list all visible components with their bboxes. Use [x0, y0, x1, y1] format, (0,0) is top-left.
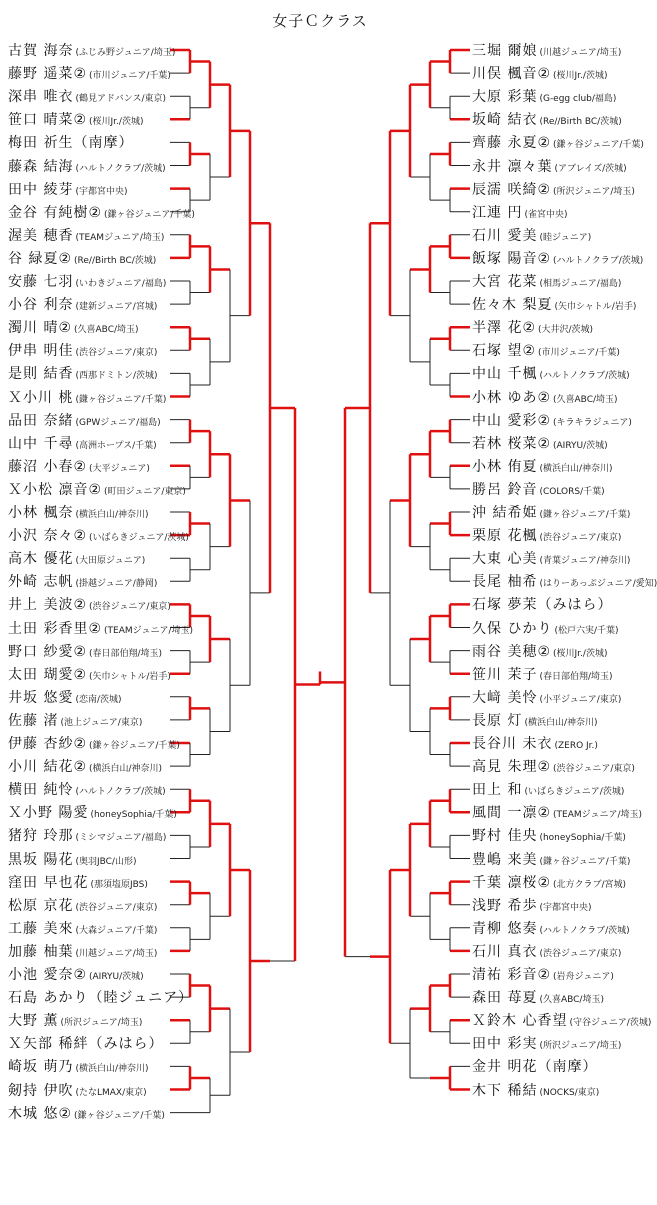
player-entry — [8, 733, 180, 753]
player-name: 大﨑 美怜 — [472, 689, 538, 706]
player-name: 坂崎 結衣 — [472, 112, 538, 129]
player-club: (鎌ヶ谷ジュニア/千葉) — [75, 394, 167, 405]
player-entry — [8, 248, 156, 268]
player-club: (横浜白山/神奈川) — [89, 764, 163, 775]
player-club: (キラキラジュニア) — [553, 417, 632, 428]
player-name: 井坂 悠愛 — [8, 689, 74, 706]
player-name: 長原 灯 — [472, 712, 523, 729]
player-name: 石川 愛美 — [472, 227, 538, 244]
player-entry — [8, 271, 166, 291]
player-club: (いばらきジュニア/茨城) — [524, 787, 625, 798]
player-club: (春日部伯翔/埼玉) — [539, 671, 613, 682]
player-club: (大平ジュニア) — [89, 463, 150, 474]
player-club: (ハルトノクラブ/茨城) — [75, 163, 166, 174]
player-entry — [472, 86, 616, 106]
player-club: (西那ドミトン/茨城) — [75, 371, 158, 382]
player-name: 中山 愛彩② — [472, 412, 552, 429]
player-name: 田中 綾芽 — [8, 181, 74, 198]
player-club: (TEAMジュニア/埼玉) — [104, 625, 193, 636]
player-entry — [8, 618, 193, 638]
player-name: Ｘ矢部 稀絆（みはら） — [8, 1036, 164, 1053]
player-entry — [8, 63, 171, 83]
player-entry — [8, 1010, 142, 1030]
player-name: 雨谷 美穂② — [472, 643, 552, 660]
player-entry — [472, 294, 636, 314]
player-club: (渋谷ジュニア/東京) — [539, 533, 622, 544]
player-name: 横田 純怜 — [8, 782, 74, 799]
player-name: 木下 稀結 — [472, 1082, 538, 1099]
player-entry — [472, 179, 635, 199]
player-club: (町田ジュニア/東京) — [104, 486, 186, 497]
player-entry — [8, 964, 144, 984]
player-name: 小川 結花② — [8, 759, 88, 776]
player-club: (honeySophia/千葉) — [90, 810, 177, 821]
player-club: (横浜白山/神奈川) — [75, 510, 149, 520]
player-entry — [8, 594, 171, 614]
player-name: 是則 結香 — [8, 366, 74, 383]
player-name: 川俣 楓音② — [472, 66, 552, 83]
player-club: (恋南/茨城) — [75, 694, 122, 705]
player-name: 窪田 早也花 — [8, 874, 89, 891]
player-club: (川越ジュニア/埼玉) — [75, 948, 158, 959]
player-name: 沖 結希姫 — [472, 505, 538, 521]
player-club: (ハルトノクラブ/茨城) — [539, 925, 630, 936]
player-entry — [472, 802, 642, 822]
player-name: 中山 千楓 — [472, 366, 538, 383]
player-name: 安藤 七羽 — [8, 274, 74, 290]
player-entry — [8, 479, 186, 499]
player-club: (久喜ABC/埼玉) — [539, 995, 604, 1006]
player-name: 崎坂 萌乃 — [8, 1059, 74, 1076]
player-name: 辰濡 咲綺② — [472, 181, 552, 198]
player-club: (桜川Jr./茨城) — [553, 648, 608, 659]
player-club: (矢巾シャトル/岩手) — [89, 671, 171, 682]
player-entry — [8, 525, 189, 545]
player-club: (鎌ヶ谷ジュニア/千葉) — [539, 856, 631, 867]
player-name: 飯塚 陽音② — [472, 250, 552, 267]
player-name: 半澤 花② — [472, 320, 537, 337]
player-entry — [472, 618, 619, 638]
player-entry — [8, 1033, 163, 1053]
player-entry — [472, 456, 613, 476]
player-club: (建新ジュニア/宮城) — [75, 302, 158, 313]
player-entry — [472, 756, 635, 776]
player-entry — [472, 202, 567, 222]
player-club: (鎌ヶ谷ジュニア/千葉) — [553, 140, 644, 151]
player-entry — [472, 109, 622, 129]
player-entry — [472, 825, 626, 845]
player-entry — [8, 941, 157, 961]
player-entry — [8, 86, 166, 106]
player-entry — [8, 710, 142, 730]
player-name: 黒坂 陽花 — [8, 851, 74, 868]
player-name: 三堀 爾娘 — [472, 43, 538, 59]
player-name: 清祐 彩音② — [472, 967, 552, 983]
player-entry — [472, 40, 621, 60]
player-club: (渋谷ジュニア/東京) — [539, 948, 622, 959]
player-entry — [472, 502, 630, 522]
player-club: (渋谷ジュニア/東京) — [75, 348, 158, 359]
player-name: 濁川 晴② — [8, 320, 73, 337]
player-club: (ハルトノクラブ/茨城) — [553, 255, 644, 266]
player-club: (相馬ジュニア/福島) — [539, 279, 622, 289]
player-club: (所沢ジュニア/埼玉) — [539, 1041, 622, 1052]
player-club: (横浜白山/神奈川) — [539, 463, 613, 474]
player-club: (鎌ヶ谷ジュニア/千葉) — [74, 1110, 165, 1121]
player-entry — [472, 571, 657, 591]
player-club: (守谷ジュニア/茨城) — [569, 1018, 652, 1029]
player-name: 剱持 伊吹 — [8, 1082, 74, 1099]
player-name: 井上 美波② — [8, 597, 88, 614]
player-entry — [472, 525, 621, 545]
player-entry — [472, 363, 630, 383]
player-name: 外崎 志帆 — [8, 574, 74, 591]
player-entry — [472, 1010, 651, 1030]
player-entry — [8, 872, 148, 892]
player-name: 大野 薫 — [8, 1013, 59, 1030]
player-name: 長谷川 未衣 — [472, 736, 553, 752]
player-name: 若林 桜菜② — [472, 435, 552, 452]
player-entry — [472, 248, 643, 268]
player-name: 豊嶋 来美 — [472, 851, 538, 868]
player-entry — [472, 733, 598, 753]
player-entry — [8, 849, 136, 869]
player-name: 谷 緑夏② — [8, 250, 73, 267]
player-entry — [472, 849, 630, 869]
player-name: Ｘ鈴木 心香望 — [472, 1013, 568, 1030]
player-club: (小平ジュニア/東京) — [539, 694, 622, 705]
player-entry — [8, 825, 166, 845]
player-club: (雀宮中央) — [524, 209, 568, 220]
player-entry — [472, 1033, 621, 1053]
player-club: (ハルトノクラブ/茨城) — [75, 787, 166, 798]
player-name: 品田 奈緒 — [8, 412, 74, 429]
player-name: 石島 あかり（睦ジュニア） — [8, 990, 194, 1007]
player-club: (那須塩原JBS) — [90, 879, 148, 890]
player-name: 小谷 利奈 — [8, 297, 74, 314]
player-entry — [8, 918, 157, 938]
player-entry — [472, 1080, 599, 1100]
player-club: (高洲ホープス/千葉) — [75, 440, 157, 451]
player-club: (渋谷ジュニア/東京) — [553, 764, 635, 775]
player-club: (AIRYU/茨城) — [89, 972, 144, 982]
player-entry — [8, 179, 127, 199]
player-club: (AIRYU/茨城) — [553, 440, 608, 451]
player-club: (たなLMAX/東京) — [75, 1087, 147, 1098]
player-entry — [472, 271, 621, 291]
player-club: (池上ジュニア/東京) — [60, 717, 143, 728]
player-entry — [8, 225, 164, 245]
player-entry — [8, 317, 139, 337]
player-name: 工藤 美來 — [8, 920, 74, 937]
player-name: 田上 和 — [472, 782, 523, 799]
player-entry — [8, 40, 175, 60]
player-club: (北方クラブ/宮城) — [553, 879, 627, 890]
player-club: (大井沢/茨城) — [538, 325, 594, 336]
player-entry — [472, 156, 627, 176]
player-name: 森田 苺夏 — [472, 990, 538, 1007]
player-club: (GPWジュニア/福島) — [75, 417, 161, 428]
player-name: 勝呂 鈴音 — [472, 481, 538, 498]
player-entry — [8, 433, 157, 453]
player-club: (横浜白山/神奈川) — [524, 717, 598, 728]
player-name: 長尾 柚希 — [472, 574, 538, 591]
player-club: (ZERO Jr.) — [554, 741, 598, 751]
player-name: 大宮 花菜 — [472, 274, 538, 290]
player-name: Ｘ小川 桃 — [8, 389, 74, 406]
player-entry — [8, 502, 149, 522]
player-club: (ハルトノクラブ/茨城) — [539, 371, 630, 382]
player-club: (ミシマジュニア/福島) — [75, 833, 167, 844]
player-entry — [472, 779, 624, 799]
player-entry — [472, 594, 612, 614]
player-entry — [8, 109, 143, 129]
player-entry — [472, 410, 632, 430]
player-club: (宇都宮中央) — [539, 902, 592, 913]
player-name: 石川 真衣 — [472, 943, 538, 960]
player-entry — [472, 433, 608, 453]
player-club: (はりーあっぷジュニア/愛知) — [539, 579, 657, 590]
player-name: 渥美 穂香 — [8, 227, 74, 244]
player-name: 青柳 悠奏 — [472, 920, 538, 937]
player-club: (Re//Birth BC/茨城) — [539, 117, 622, 128]
player-name: 江連 円 — [472, 204, 523, 221]
player-entry — [8, 363, 158, 383]
player-club: (ふじみ野ジュニア/埼玉) — [75, 48, 176, 58]
player-entry — [472, 132, 644, 152]
player-club: (市川ジュニア/千葉) — [89, 71, 171, 82]
player-entry — [472, 479, 605, 499]
player-club: (TEAMジュニア/埼玉) — [553, 810, 642, 821]
player-name: 笹口 晴菜② — [8, 112, 88, 129]
player-club: (市川ジュニア/千葉) — [538, 348, 620, 359]
player-club: (川越ジュニア/埼玉) — [539, 48, 622, 58]
player-entry — [472, 641, 607, 661]
player-name: 梅田 祈生（南摩） — [8, 135, 134, 152]
player-name: 笹川 茉子 — [472, 666, 538, 683]
player-club: (Re//Birth BC/茨城) — [74, 255, 157, 266]
player-entry — [472, 687, 621, 707]
player-name: 藤森 結海 — [8, 158, 74, 175]
player-entry — [472, 895, 591, 915]
player-entry — [8, 756, 162, 776]
player-entry — [8, 641, 162, 661]
player-club: (春日部伯翔/埼玉) — [89, 648, 163, 659]
player-entry — [472, 964, 614, 984]
player-club: (久喜ABC/埼玉) — [553, 394, 618, 405]
player-club: (矢巾シャトル/岩手) — [554, 302, 637, 313]
player-entry — [472, 1056, 597, 1076]
player-entry — [472, 918, 630, 938]
player-club: (鎌ヶ谷ジュニア/千葉) — [539, 510, 631, 520]
player-club: (COLORS/千葉) — [539, 486, 605, 497]
player-club: (桜川Jr./茨城) — [553, 71, 608, 82]
player-name: 土田 彩香里② — [8, 620, 103, 637]
player-entry — [8, 387, 166, 407]
player-name: 石塚 望② — [472, 343, 537, 360]
player-club: (渋谷ジュニア/東京) — [75, 902, 158, 913]
player-name: 加藤 柚葉 — [8, 943, 74, 960]
player-entry — [8, 340, 157, 360]
player-name: Ｘ小松 凛音② — [8, 481, 103, 498]
player-name: 木城 悠② — [8, 1105, 73, 1122]
player-name: 山中 千尋 — [8, 435, 74, 452]
player-entry — [8, 987, 193, 1007]
player-entry — [472, 225, 591, 245]
player-name: Ｘ小野 陽愛 — [8, 805, 89, 822]
player-club: (掛越ジュニア/静岡) — [75, 579, 158, 590]
player-name: 野村 佳央 — [472, 828, 538, 845]
player-entry — [8, 456, 150, 476]
player-entry — [8, 202, 195, 222]
player-club: (渋谷ジュニア/東京) — [89, 602, 171, 613]
player-name: 高見 朱理② — [472, 759, 552, 776]
player-name: 小林 侑夏 — [472, 458, 538, 475]
player-entry — [472, 664, 613, 684]
player-name: 田中 彩実 — [472, 1036, 538, 1053]
player-entry — [8, 571, 157, 591]
player-name: 金井 明花（南摩） — [472, 1059, 598, 1076]
player-entry — [8, 294, 157, 314]
player-entry — [8, 132, 133, 152]
player-club: (いわきジュニア/福島) — [75, 279, 167, 289]
player-name: 浅野 希歩 — [472, 897, 538, 914]
player-name: 猪狩 玲那 — [8, 828, 74, 845]
player-club: (睦ジュニア) — [539, 232, 592, 243]
player-name: 野口 紗愛② — [8, 643, 88, 660]
player-entry — [8, 802, 177, 822]
player-entry — [8, 156, 166, 176]
player-club: (所沢ジュニア/埼玉) — [60, 1018, 143, 1029]
player-name: 永井 凛々葉 — [472, 158, 553, 175]
player-entry — [8, 895, 157, 915]
player-club: (鎌ヶ谷ジュニア/千葉) — [104, 209, 195, 220]
player-name: 伊藤 杏紗② — [8, 736, 88, 752]
player-name: 松原 京花 — [8, 897, 74, 914]
player-name: 伊串 明佳 — [8, 343, 74, 360]
player-club: (いばらきジュニア/茨城) — [89, 533, 189, 544]
player-name: 齊藤 永夏② — [472, 135, 552, 152]
player-club: (桜川Jr./茨城) — [89, 117, 144, 128]
player-name: 千葉 凛桜② — [472, 874, 552, 891]
player-club: (奥羽JBC/山形) — [75, 856, 137, 867]
player-entry — [8, 1103, 165, 1123]
player-name: 深串 唯衣 — [8, 89, 74, 106]
player-entry — [8, 1080, 147, 1100]
player-club: (大田原ジュニア) — [75, 556, 146, 567]
player-entry — [472, 987, 604, 1007]
player-entry — [8, 687, 122, 707]
player-name: 藤沼 小春② — [8, 458, 88, 475]
player-name: 栗原 花楓 — [472, 528, 538, 545]
player-club: (TEAMジュニア/埼玉) — [75, 232, 165, 243]
player-name: 大原 彩葉 — [472, 89, 538, 106]
player-club: (アブレイズ/茨城) — [554, 163, 627, 174]
player-entry — [472, 710, 598, 730]
player-entry — [8, 548, 145, 568]
player-entry — [472, 872, 626, 892]
player-club: (所沢ジュニア/埼玉) — [553, 186, 635, 197]
player-club: (横浜白山/神奈川) — [75, 1064, 149, 1075]
player-club: (鎌ヶ谷ジュニア/千葉) — [89, 741, 180, 751]
player-entry — [472, 941, 621, 961]
player-name: 佐藤 渚 — [8, 712, 59, 729]
player-entry — [8, 779, 166, 799]
player-name: 藤野 遥菜② — [8, 66, 88, 83]
player-club: (青葉ジュニア/神奈川) — [539, 556, 631, 567]
player-name: 石塚 夢茉（みはら） — [472, 597, 613, 614]
page-title: 女子Ｃクラス — [272, 12, 368, 30]
player-name: 佐々木 梨夏 — [472, 297, 553, 314]
player-club: (G-egg club/福島) — [539, 94, 617, 105]
player-club: (岩舟ジュニア) — [553, 972, 614, 982]
player-entry — [472, 317, 593, 337]
player-entry — [8, 1056, 149, 1076]
player-name: 高木 優花 — [8, 551, 74, 568]
player-club: (久喜ABC/埼玉) — [74, 325, 139, 336]
player-entry — [472, 340, 620, 360]
player-club: (松戸六実/千葉) — [554, 625, 619, 636]
player-name: 小沢 奈々② — [8, 528, 88, 545]
player-club: (NOCKS/東京) — [539, 1087, 600, 1098]
player-club: (鶴見アドバンス/東京) — [75, 94, 167, 105]
player-club: (大森ジュニア/千葉) — [75, 925, 158, 936]
player-name: 金谷 有純樹② — [8, 204, 103, 221]
player-club: (honeySophia/千葉) — [539, 833, 626, 844]
player-entry — [8, 664, 171, 684]
player-entry — [472, 387, 618, 407]
player-name: 久保 ひかり — [472, 620, 553, 637]
player-name: 太田 瑚愛② — [8, 666, 88, 683]
player-entry — [472, 63, 607, 83]
player-entry — [8, 410, 161, 430]
player-name: 小池 愛奈② — [8, 967, 88, 983]
player-name: 小林 ゆあ② — [472, 389, 552, 406]
player-name: 大東 心美 — [472, 551, 538, 568]
player-name: 小林 楓奈 — [8, 505, 74, 521]
player-entry — [472, 548, 630, 568]
player-club: (宇都宮中央) — [75, 186, 128, 197]
player-name: 風間 一凛② — [472, 805, 552, 822]
player-name: 古賀 海奈 — [8, 43, 74, 59]
